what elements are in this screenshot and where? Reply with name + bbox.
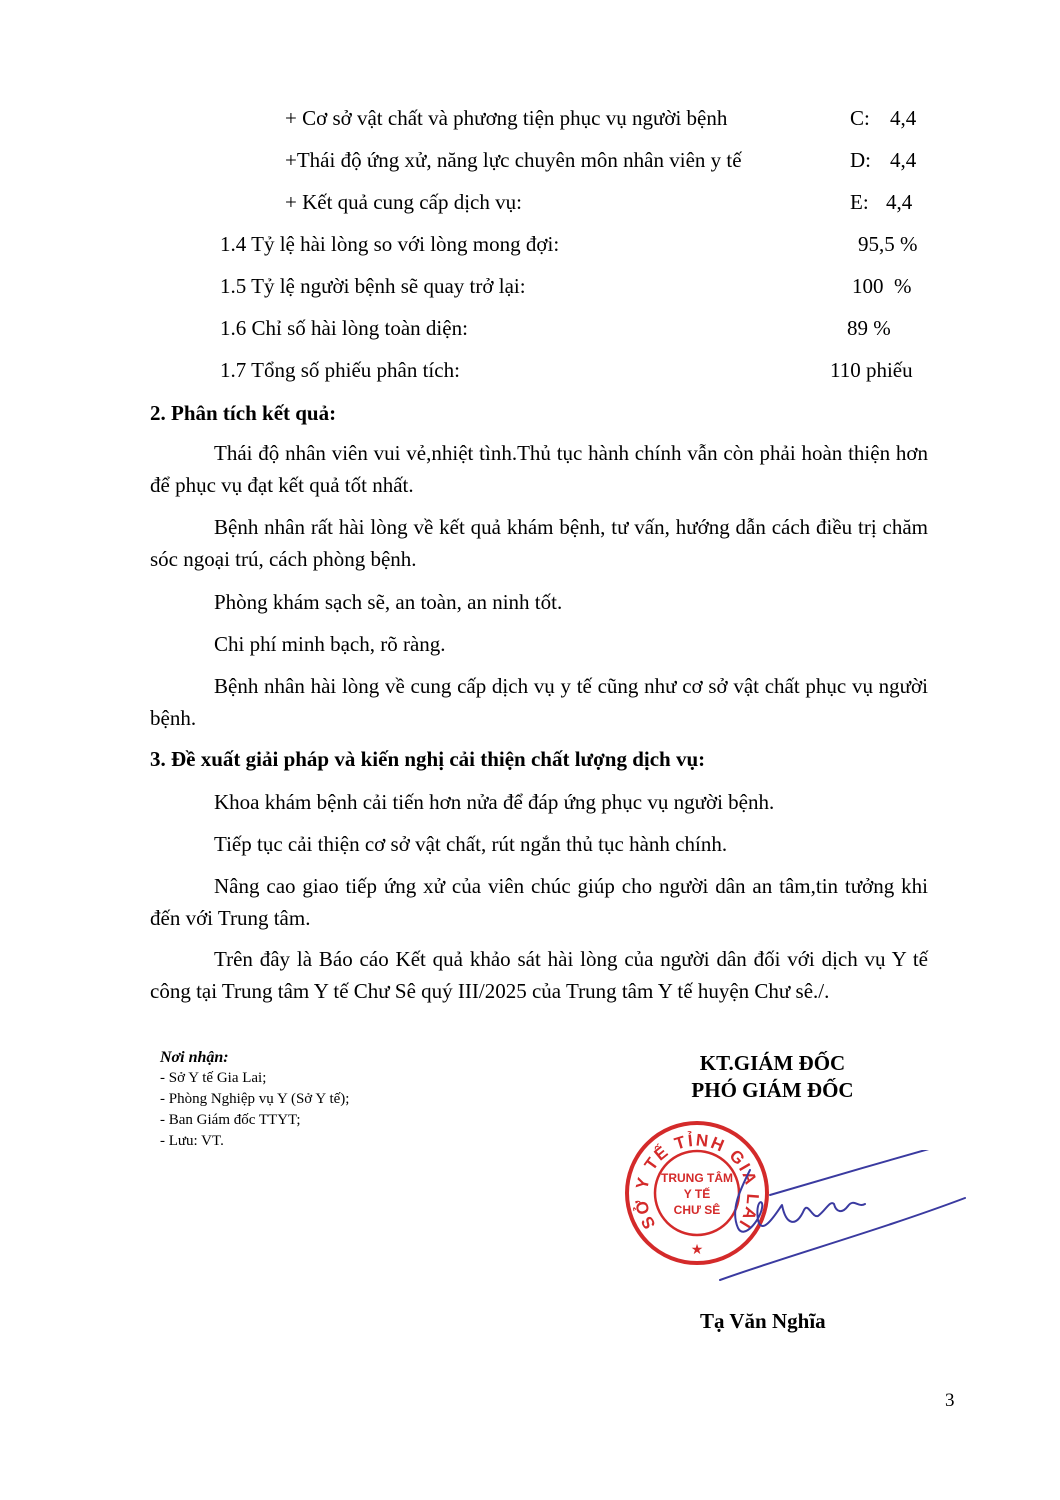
section3-paragraph-2 [150,828,928,860]
criterion-d-value: 4,4 [890,148,917,172]
section3-paragraph-3 [150,870,928,934]
section2-paragraph-1 [150,437,928,501]
recipient-item: - Sở Y tế Gia Lai; [160,1070,267,1086]
section2-paragraph-2-text: Bệnh nhân rất hài lòng về kết quả khám bệnh, tư vấn, hướng dẫn cách điều trị chăm sóc ngoại trú, cách phòng bệnh. [150,515,928,571]
signer-name: Tạ Văn Nghĩa [700,1309,826,1333]
seal-outer-text: SỞ Y TẾ TỈNH GIA LAI [631,1130,763,1233]
criterion-c-value: 4,4 [890,106,917,130]
section3-paragraph-3-text: Nâng cao giao tiếp ứng xử của viên chúc giúp cho người dân an tâm,tin tưởng khi đến với Trung tâm. [150,874,928,930]
seal-star-icon: ★ [690,1243,704,1258]
section2-paragraph-5 [150,670,928,734]
section3-paragraph-2-text: Tiếp tục cải thiện cơ sở vật chất, rút ngắn thủ tục hành chính. [214,832,728,856]
criterion-e-code: E: [850,190,869,214]
recipients-block [160,1047,349,1152]
metric-return-label: 1.5 Tỷ lệ người bệnh sẽ quay trở lại: [220,274,526,298]
metric-overall-value: 89 % [847,316,891,340]
recipient-item: - Phòng Nghiệp vụ Y (Sở Y tế); [160,1091,350,1107]
section2-paragraph-4 [150,628,928,660]
metric-count-label: 1.7 Tổng số phiếu phân tích: [220,358,460,382]
section2-paragraph-2 [150,511,928,575]
criterion-c-label: + Cơ sở vật chất và phương tiện phục vụ người bệnh [285,106,728,130]
section2-paragraph-3 [150,586,928,618]
section3-paragraph-4 [150,943,928,1007]
metric-overall-label: 1.6 Chỉ số hài lòng toàn diện: [220,316,468,340]
section2-paragraph-5-text: Bệnh nhân hài lòng về cung cấp dịch vụ y tế cũng như cơ sở vật chất phục vụ người bệnh. [150,674,928,730]
criterion-d-code: D: [850,148,871,172]
recipient-item: - Ban Giám đốc TTYT; [160,1112,301,1128]
criterion-d-label: +Thái độ ứng xử, năng lực chuyên môn nhân viên y tế [285,148,742,172]
recipients-title: Nơi nhận: [160,1049,229,1066]
signature-line-2: PHÓ GIÁM ĐỐC [691,1078,854,1102]
metric-satisfaction-label: 1.4 Tỷ lệ hài lòng so với lòng mong đợi: [220,232,560,256]
section3-paragraph-1-text: Khoa khám bệnh cải tiến hơn nửa để đáp ứng phục vụ người bệnh. [214,790,775,814]
section2-heading: 2. Phân tích kết quả: [150,401,337,425]
section3-paragraph-4-text: Trên đây là Báo cáo Kết quả khảo sát hài lòng của người dân đối với dịch vụ Y tế công tại Trung tâm Y tế Chư Sê quý III/2025 của Trung tâm Y tế huyện Chư sê./. [150,947,928,1003]
section2-paragraph-1-text: Thái độ nhân viên vui vẻ,nhiệt tình.Thủ tục hành chính vẫn còn phải hoàn thiện hơn để phục vụ đạt kết quả tốt nhất. [150,441,928,497]
metric-count-value: 110 phiếu [830,358,913,382]
metric-return-value: 100 % [852,274,912,298]
metric-satisfaction-value: 95,5 % [858,232,918,256]
section2-paragraph-4-text: Chi phí minh bạch, rõ ràng. [214,632,446,656]
criterion-e-label: + Kết quả cung cấp dịch vụ: [285,190,522,214]
seal-inner-line-3: CHƯ SÊ [673,1203,721,1217]
section3-paragraph-1 [150,786,928,818]
signature-line-1: KT.GIÁM ĐỐC [699,1051,846,1075]
section2-paragraph-3-text: Phòng khám sạch sẽ, an toàn, an ninh tốt. [214,590,563,614]
seal-inner-line-1: TRUNG TÂM [661,1171,733,1185]
handwritten-signature [700,1150,970,1290]
criterion-e-value: 4,4 [886,190,913,214]
recipient-item: - Lưu: VT. [160,1133,224,1149]
signature-title [640,1050,905,1104]
page-number: 3 [945,1390,955,1411]
criterion-c-code: C: [850,106,870,130]
section3-heading: 3. Đề xuất giải pháp và kiến nghị cải thiện chất lượng dịch vụ: [150,747,706,771]
seal-inner-line-2: Y TẾ [683,1187,711,1201]
